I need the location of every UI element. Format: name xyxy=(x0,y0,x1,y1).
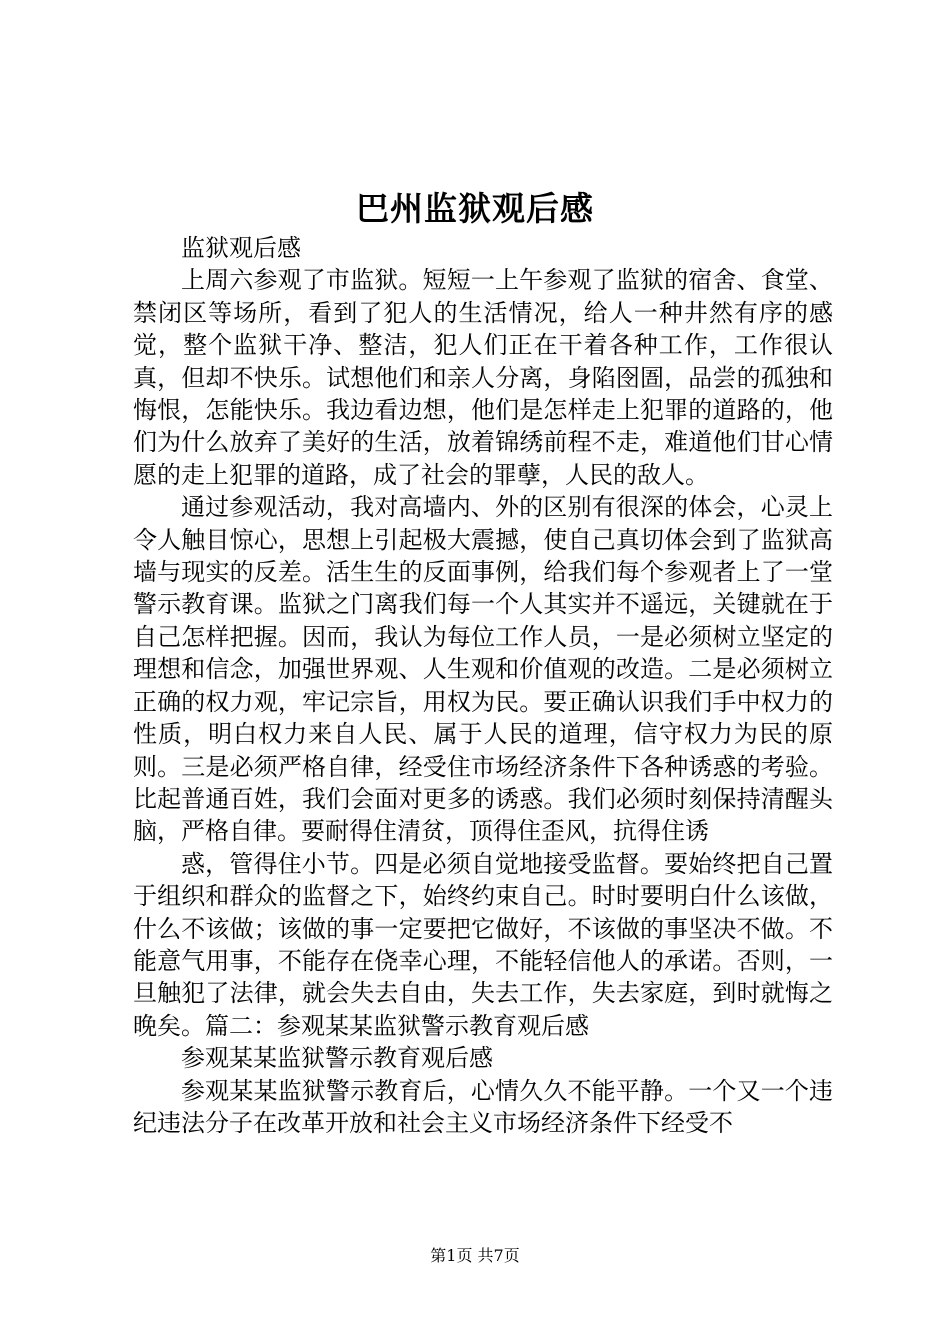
document-title: 巴州监狱观后感 xyxy=(356,189,594,228)
page-number-footer: 第1页 共7页 xyxy=(430,1246,520,1265)
paragraph: 惑，管得住小节。四是必须自觉地接受监督。要始终把自己置于组织和群众的监督之下，始终约束自己。时时要明白什么该做，什么不该做；该做的事一定要把它做好，不该做的事坚决不做。不能意气用事，不能存在侥幸心理，不能轻信他人的承诺。否则，一旦触犯了法律，就会失去自由，失去工作，失去家庭，到时就悔之晚矣。篇二：参观某某监狱警示教育观后感 xyxy=(133,849,833,1040)
paragraph-subtitle: 监狱观后感 xyxy=(181,234,301,262)
paragraph-subtitle: 参观某某监狱警示教育观后感 xyxy=(181,1044,493,1073)
document-body xyxy=(133,232,833,1139)
paragraph: 上周六参观了市监狱。短短一上午参观了监狱的宿舍、食堂、禁闭区等场所，看到了犯人的生活情况，给人一种井然有序的感觉，整个监狱干净、整洁，犯人们正在干着各种工作，工作很认真，但却不快乐。试想他们和亲人分离，身陷囹圄，品尝的孤独和悔恨，怎能快乐。我边看边想，他们是怎样走上犯罪的道路的，他们为什么放弃了美好的生活，放着锦绣前程不走，难道他们甘心情愿的走上犯罪的道路，成了社会的罪孽，人民的敌人。 xyxy=(133,266,833,489)
paragraph: 通过参观活动，我对高墙内、外的区别有很深的体会，心灵上令人触目惊心，思想上引起极大震撼，使自己真切体会到了监狱高墙与现实的反差。活生生的反面事例，给我们每个参观者上了一堂警示教育课。监狱之门离我们每一个人其实并不遥远，关键就在于自己怎样把握。因而，我认为每位工作人员，一是必须树立坚定的理想和信念，加强世界观、人生观和价值观的改造。二是必须树立正确的权力观，牢记宗旨，用权为民。要正确认识我们手中权力的性质，明白权力来自人民、属于人民的道理，信守权力为民的原则。三是必须严格自律，经受住市场经济条件下各种诱惑的考验。比起普通百姓，我们会面对更多的诱惑。我们必须时刻保持清醒头脑，严格自律。要耐得住清贫，顶得住歪风，抗得住诱 xyxy=(133,493,833,846)
paragraph: 参观某某监狱警示教育后，心情久久不能平静。一个又一个违纪违法分子在改革开放和社会主义市场经济条件下经受不 xyxy=(133,1076,833,1137)
